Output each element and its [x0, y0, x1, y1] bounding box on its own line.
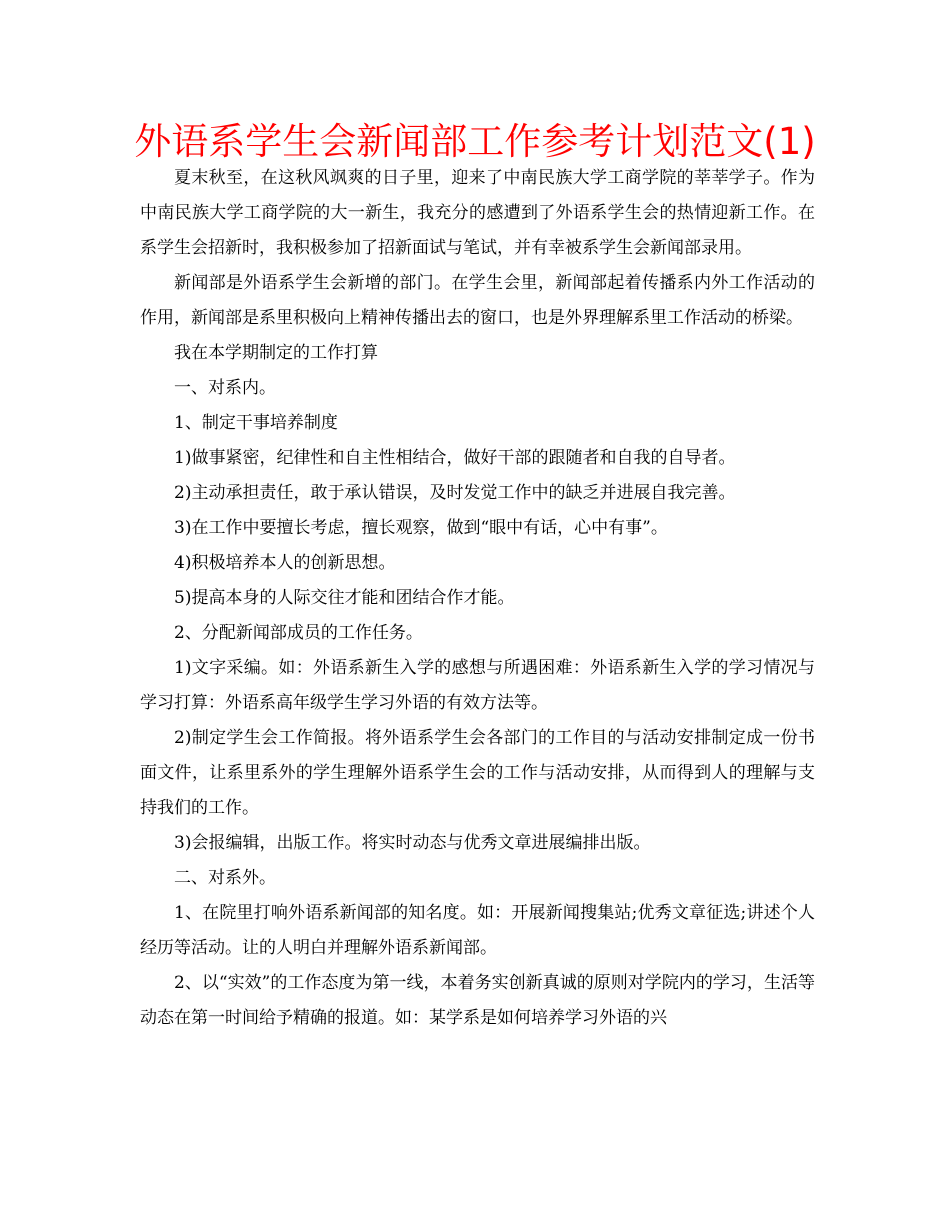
list-item: 1)做事紧密，纪律性和自主性相结合，做好干部的跟随者和自我的自导者。 [174, 448, 736, 468]
paragraph-plan-heading: 我在本学期制定的工作打算 [174, 343, 378, 363]
paragraph-intro: 夏末秋至，在这秋风飒爽的日子里，迎来了中南民族大学工商学院的莘莘学子。作为中南民族大学工商学院的大一新生，我充分的感遭到了外语系学生会的热情迎新工作。在系学生会招新时，我积极参加了招新面试与笔试，并有幸被系学生会新闻部录用。 [140, 168, 815, 258]
document-title: 外语系学生会新闻部工作参考计划范文(1) [134, 120, 816, 163]
paragraph-news-department: 新闻部是外语系学生会新增的部门。在学生会里，新闻部起着传播系内外工作活动的作用，新闻部是系里积极向上精神传播出去的窗口，也是外界理解系里工作活动的桥梁。 [140, 273, 815, 328]
list-item: 1、在院里打响外语系新闻部的知名度。如：开展新闻搜集站;优秀文章征选;讲述个人经历等活动。让的人明白并理解外语系新闻部。 [140, 903, 815, 958]
item-heading-training: 1、制定干事培养制度 [174, 413, 338, 433]
section-heading-internal: 一、对系内。 [174, 378, 276, 398]
list-item: 2)制定学生会工作简报。将外语系学生会各部门的工作目的与活动安排制定成一份书面文件，让系里系外的学生理解外语系学生会的工作与活动安排，从而得到人的理解与支持我们的工作。 [140, 728, 815, 818]
list-item: 2、以“实效”的工作态度为第一线，本着务实创新真诚的原则对学院内的学习，生活等动态在第一时间给予精确的报道。如：某学系是如何培养学习外语的兴 [140, 973, 815, 1028]
list-item: 2)主动承担责任，敢于承认错误，及时发觉工作中的缺乏并进展自我完善。 [174, 483, 736, 503]
document-body [140, 161, 815, 1036]
list-item: 5)提高本身的人际交往才能和团结合作才能。 [174, 588, 515, 608]
list-item: 3)会报编辑，出版工作。将实时动态与优秀文章进展编排出版。 [174, 833, 651, 853]
list-item: 4)积极培养本人的创新思想。 [174, 553, 396, 573]
list-item: 3)在工作中要擅长考虑，擅长观察，做到“眼中有话，心中有事”。 [174, 518, 668, 538]
list-item: 1)文字采编。如：外语系新生入学的感想与所遇困难：外语系新生入学的学习情况与学习打算：外语系高年级学生学习外语的有效方法等。 [140, 658, 815, 713]
item-heading-tasks: 2、分配新闻部成员的工作任务。 [174, 623, 423, 643]
section-heading-external: 二、对系外。 [174, 868, 276, 888]
